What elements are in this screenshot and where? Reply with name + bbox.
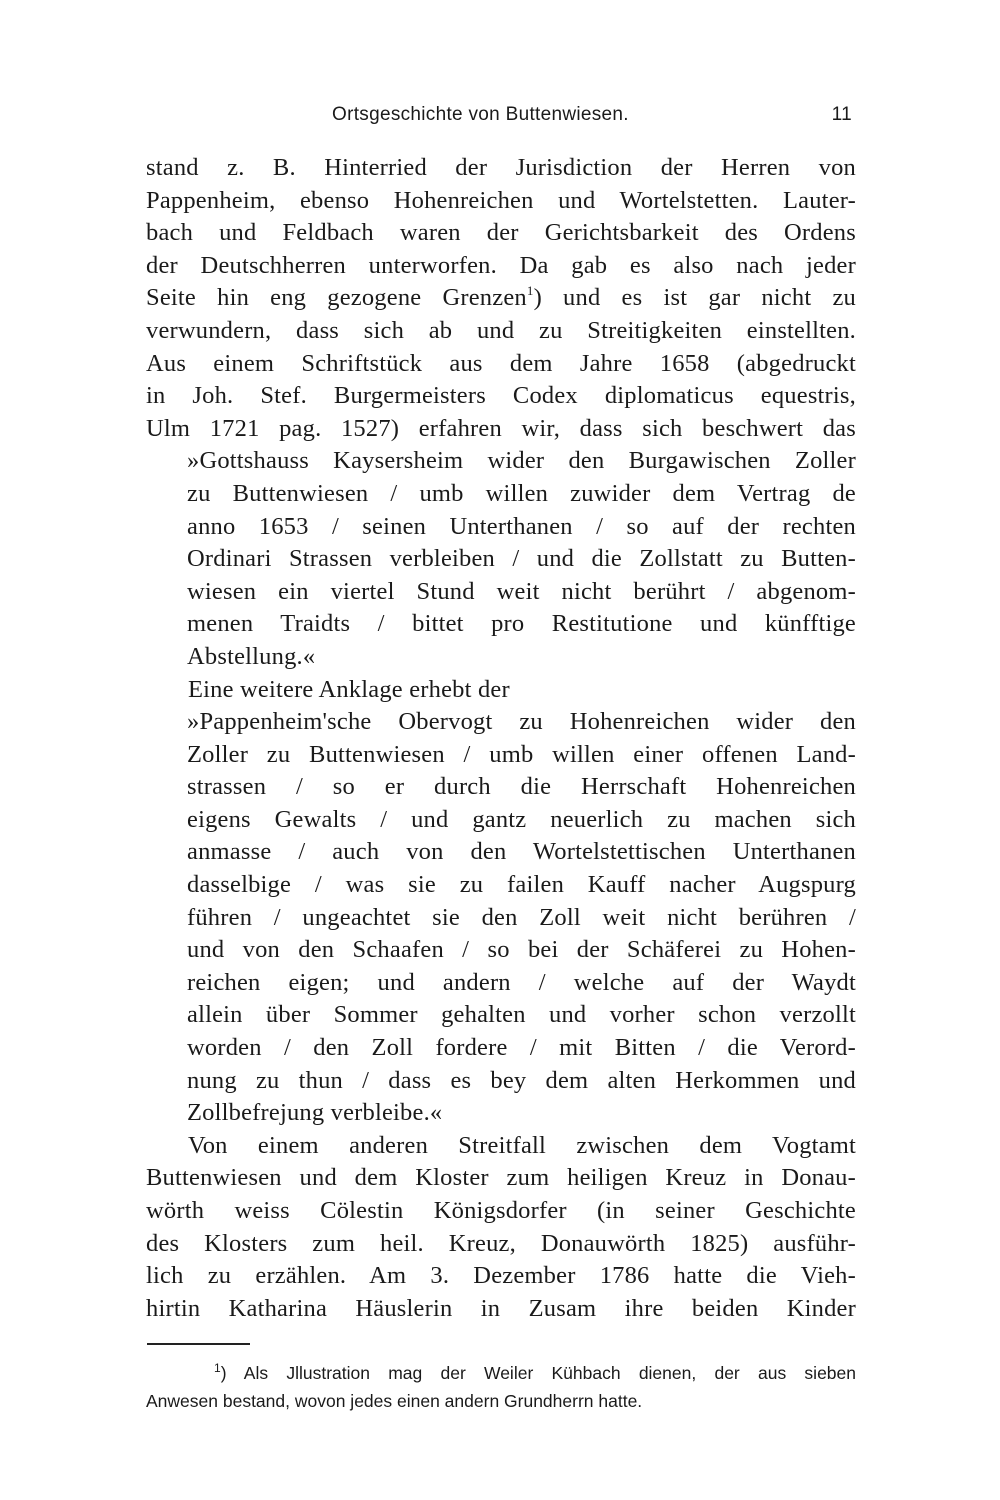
footnote-line: Anwesen bestand, wovon jedes einen andern Grundherrn hatte. — [146, 1391, 643, 1412]
text-line: Ulm 1721 pag. 1527) erfahren wir, dass sich beschwert das — [146, 414, 856, 442]
text-line: in Joh. Stef. Burgermeisters Codex diplomaticus equestris, — [146, 382, 856, 410]
quote-line: wiesen ein viertel Stund weit nicht berührt / abgenom- — [187, 577, 856, 605]
quote-line: Zollbefrejung verbleibe.« — [187, 1099, 443, 1127]
running-title: Ortsgeschichte von Buttenwiesen. — [332, 104, 629, 125]
text-line: stand z. B. Hinterried der Jurisdiction der Herren von — [146, 154, 856, 181]
text-line: verwundern, dass sich ab und zu Streitigkeiten einstellten. — [146, 316, 856, 344]
text-line: bach und Feldbach waren der Gerichtsbarkeit des Ordens — [146, 219, 856, 247]
text-line: wörth weiss Cölestin Königsdorfer (in seiner Geschichte — [146, 1197, 856, 1224]
footnote-line — [146, 1359, 856, 1387]
text-segment: Seite hin eng gezogene Grenzen — [146, 284, 527, 312]
book-page — [146, 96, 856, 1415]
quote-line: Ordinari Strassen verbleiben / und die Zollstatt zu Butten- — [187, 545, 856, 573]
quote-line: Zoller zu Buttenwiesen / umb willen einer offenen Land- — [187, 740, 856, 768]
quote-line: worden / den Zoll fordere / mit Bitten / die Verord- — [187, 1034, 856, 1062]
quote-line: allein über Sommer gehalten und vorher schon verzollt — [187, 1001, 856, 1029]
quote-line: eigens Gewalts / und gantz neuerlich zu machen sich — [187, 805, 856, 833]
footnote-divider — [147, 1343, 250, 1345]
quote-line: führen / ungeachtet sie den Zoll weit nicht berühren / — [187, 903, 856, 931]
text-line: Pappenheim, ebenso Hohenreichen und Wortelstetten. Lauter- — [146, 186, 856, 214]
paragraph-first-line: Von einem anderen Streitfall zwischen dem Vogtamt — [188, 1131, 856, 1159]
running-header — [146, 96, 856, 136]
quote-line: dasselbige / was sie zu failen Kauff nacher Augspurg — [187, 871, 856, 899]
quote-line: reichen eigen; und andern / welche auf der Waydt — [187, 968, 856, 996]
quote-line: zu Buttenwiesen / umb willen zuwider dem Vertrag de — [187, 479, 856, 507]
footnote-text: ) Als Jllustration mag der Weiler Kühbach dienen, der aus sieben — [220, 1363, 856, 1384]
quote-line: Abstellung.« — [187, 642, 316, 670]
page-number: 11 — [831, 104, 852, 125]
text-line: Aus einem Schriftstück aus dem Jahre 1658 (abgedruckt — [146, 349, 856, 377]
text-line: der Deutschherren unterworfen. Da gab es also nach jeder — [146, 251, 856, 279]
paragraph-first-line: Eine weitere Anklage erhebt der — [188, 675, 510, 703]
text-segment: ) und es ist gar nicht zu — [533, 284, 856, 312]
quote-line: nung zu thun / dass es bey dem alten Herkommen und — [187, 1066, 856, 1094]
quote-line: »Pappenheim'sche Obervogt zu Hohenreichen wider den — [187, 708, 856, 736]
quote-line: anmasse / auch von den Wortelstettischen Unterthanen — [187, 838, 856, 866]
text-line: lich zu erzählen. Am 3. Dezember 1786 hatte die Vieh- — [146, 1262, 856, 1290]
quote-line: und von den Schaafen / so bei der Schäferei zu Hohen- — [187, 936, 856, 964]
text-line: Buttenwiesen und dem Kloster zum heiligen Kreuz in Donau- — [146, 1164, 856, 1192]
quote-line: »Gottshauss Kaysersheim wider den Burgawischen Zoller — [187, 447, 856, 475]
body-text — [146, 152, 856, 1325]
quote-line: menen Traidts / bittet pro Restitutione und künfftige — [187, 610, 856, 638]
footnote-reference: 1 — [526, 283, 534, 299]
text-line: des Klosters zum heil. Kreuz, Donauwörth 1825) ausführ- — [146, 1229, 856, 1257]
quote-line: strassen / so er durch die Herrschaft Hohenreichen — [187, 773, 856, 801]
footnote — [146, 1359, 856, 1415]
text-line-with-footnote-ref — [146, 282, 856, 315]
quote-line: anno 1653 / seinen Unterthanen / so auf der rechten — [187, 512, 856, 540]
footnote-marker: 1 — [214, 1361, 221, 1376]
text-line: hirtin Katharina Häuslerin in Zusam ihre beiden Kinder — [146, 1294, 856, 1322]
